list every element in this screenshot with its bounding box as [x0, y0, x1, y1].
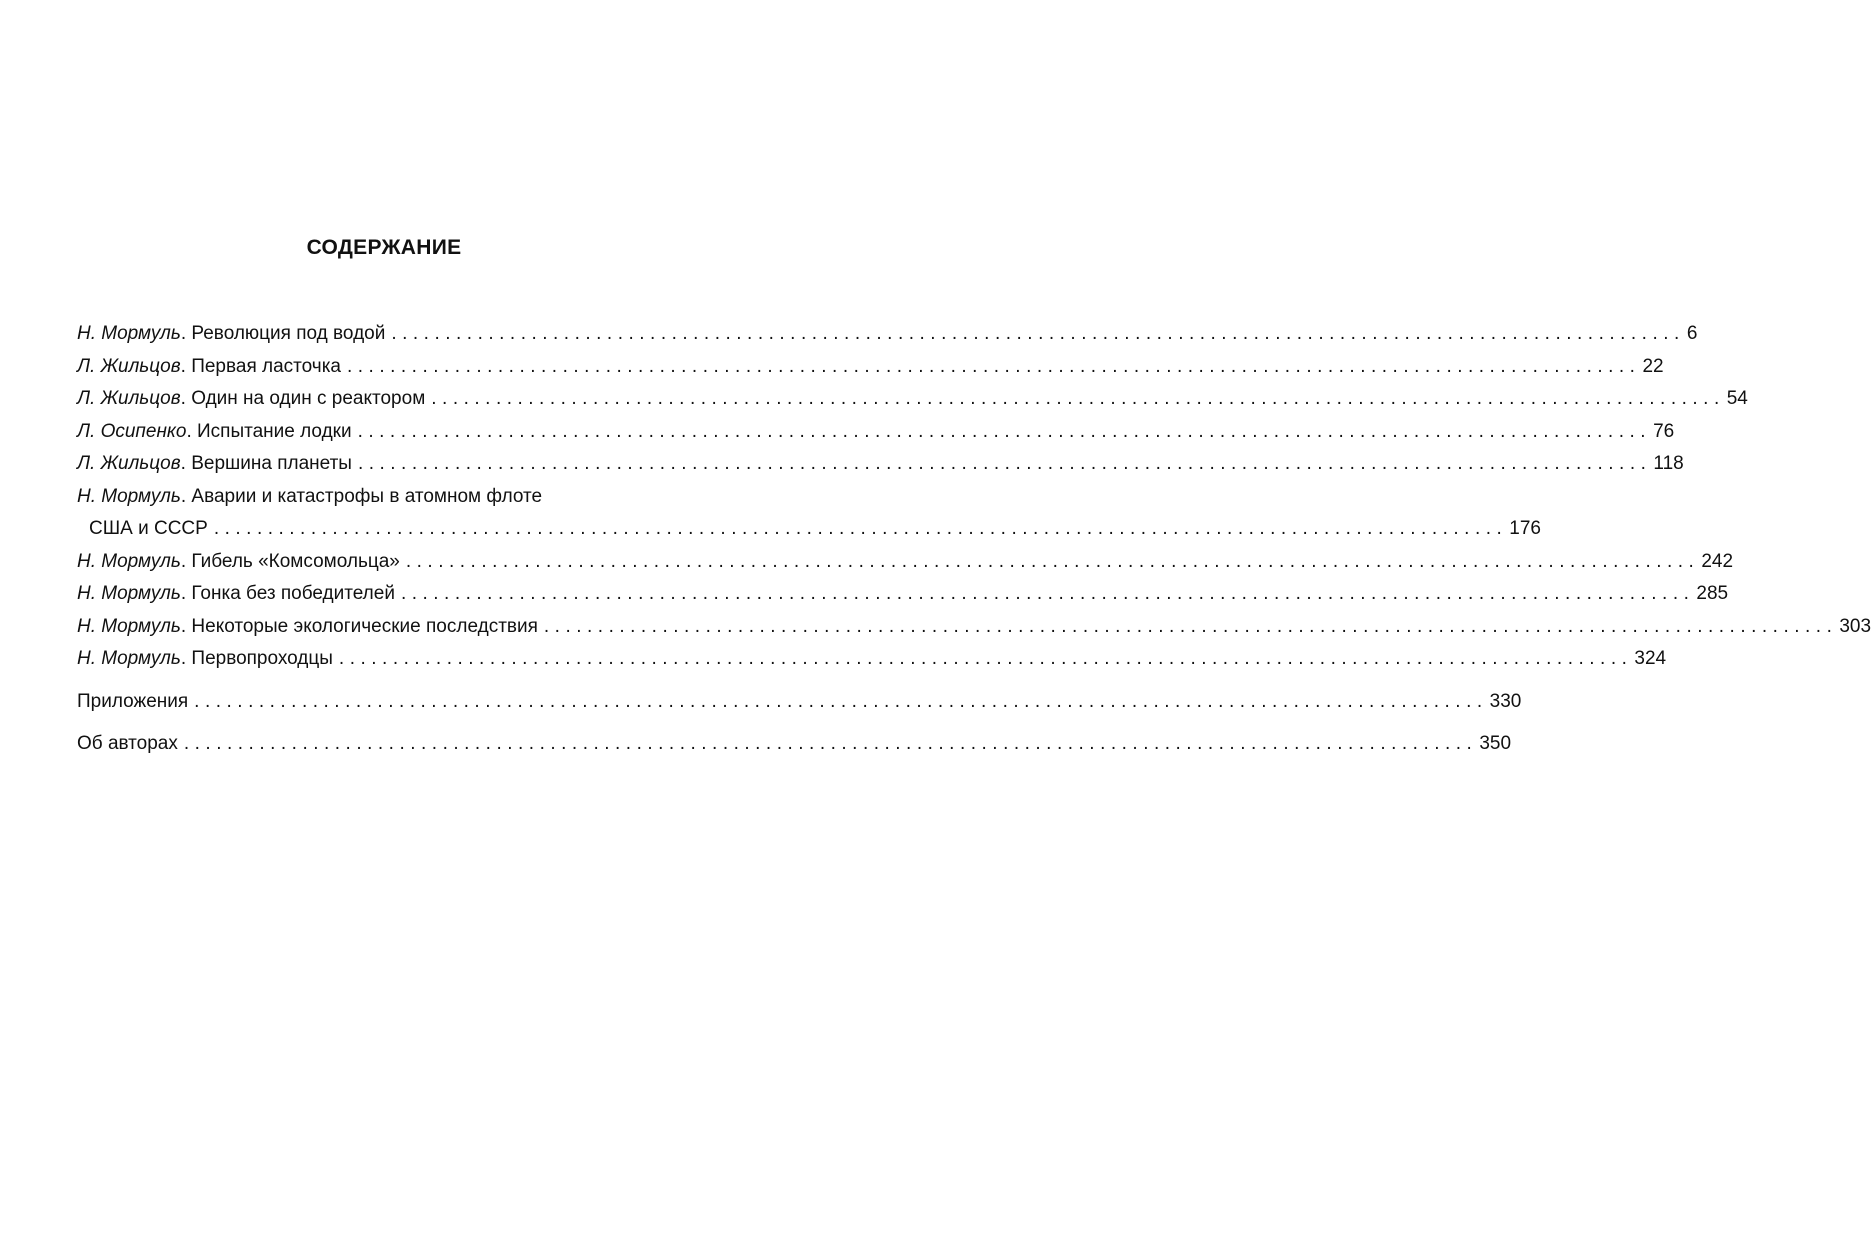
- toc-page-number: 285: [1696, 583, 1729, 604]
- toc-leader-dots: ........................................................................................................................: [431, 388, 1725, 409]
- toc-page-number: 350: [1479, 733, 1512, 754]
- toc-author: Н. Мормуль: [77, 485, 181, 507]
- toc-page-number: 6: [1686, 323, 1698, 344]
- toc-leader-dots: ........................................................................................................................: [213, 518, 1508, 539]
- toc-title: Об авторах: [77, 733, 178, 754]
- toc-entry[interactable]: Н. Мормуль. Гонка без победителей ........................................................................................................................ 285: [77, 578, 667, 611]
- toc-leader-dots: ........................................................................................................................: [405, 550, 1700, 572]
- toc-author: Н. Мормуль: [77, 583, 181, 604]
- toc-leader-dots: ........................................................................................................................: [400, 583, 1695, 604]
- toc-entry[interactable]: Л. Жильцов. Первая ласточка ........................................................................................................................ 22: [77, 351, 667, 384]
- toc-page-number: 324: [1634, 648, 1667, 669]
- toc-leader-dots: ........................................................................................................................: [347, 355, 1641, 377]
- toc-page-number: 22: [1642, 355, 1664, 377]
- toc-author: Л. Осипенко: [77, 420, 187, 442]
- toc-author: Н. Мормуль: [77, 615, 181, 637]
- toc-author: Л. Жильцов: [77, 388, 181, 409]
- toc-title: Один на один с реактором: [191, 388, 426, 409]
- toc-page-number: 118: [1653, 453, 1684, 474]
- table-of-contents: [77, 318, 1871, 761]
- toc-page-number: 303: [1839, 615, 1871, 637]
- toc-title-line1: Аварии и катастрофы в атомном флоте: [191, 485, 543, 507]
- toc-leader-dots: ........................................................................................................................: [391, 323, 1685, 344]
- toc-leader-dots: ........................................................................................................................: [194, 690, 1488, 712]
- toc-entry-appendix[interactable]: [77, 686, 1522, 719]
- toc-entry-about-authors[interactable]: [77, 728, 1512, 761]
- toc-author: Н. Мормуль: [77, 323, 181, 344]
- toc-author: Л. Жильцов: [77, 453, 181, 474]
- toc-entry[interactable]: Л. Жильцов. Один на один с реактором ........................................................................................................................ 54: [77, 383, 667, 416]
- toc-entry-continuation[interactable]: [77, 513, 1541, 546]
- toc-entry[interactable]: Л. Жильцов. Вершина планеты ........................................................................................................................ 118: [77, 448, 667, 481]
- toc-title: Приложения: [77, 690, 189, 712]
- toc-entry[interactable]: Н. Мормуль. Первопроходцы ........................................................................................................................ 324: [77, 643, 667, 676]
- toc-author: Н. Мормуль: [77, 648, 181, 669]
- toc-entry[interactable]: Л. Осипенко. Испытание лодки ........................................................................................................................ 76: [77, 416, 667, 449]
- toc-leader-dots: ........................................................................................................................: [357, 420, 1652, 442]
- toc-title: Революция под водой: [191, 323, 386, 344]
- toc-page-number: 54: [1726, 388, 1748, 409]
- toc-title: Испытание лодки: [197, 420, 352, 442]
- toc-author: Л. Жильцов: [77, 355, 181, 377]
- toc-title: Вершина планеты: [191, 453, 352, 474]
- toc-title: Гонка без победителей: [191, 583, 395, 604]
- toc-page-number: 76: [1653, 420, 1675, 442]
- toc-page-number: 330: [1489, 690, 1522, 712]
- toc-entry[interactable]: Н. Мормуль. Революция под водой ........................................................................................................................ 6: [77, 318, 667, 351]
- toc-entry-multiline[interactable]: Н. Мормуль. Аварии и катастрофы в атомном флоте: [77, 485, 543, 507]
- toc-leader-dots: ........................................................................................................................: [543, 615, 1838, 637]
- toc-title: Гибель «Комсомольца»: [191, 550, 400, 572]
- toc-leader-dots: ........................................................................................................................: [338, 648, 1633, 669]
- toc-page-number: 242: [1701, 550, 1734, 572]
- toc-title-line2: США и СССР: [89, 518, 208, 539]
- toc-entry[interactable]: Н. Мормуль. Гибель «Комсомольца» ........................................................................................................................ 242: [77, 546, 667, 579]
- toc-title: Некоторые экологические последствия: [191, 615, 538, 637]
- toc-page-number: 176: [1509, 518, 1541, 539]
- toc-title: Первая ласточка: [191, 355, 341, 377]
- page-title: СОДЕРЖАНИЕ: [306, 236, 462, 259]
- toc-title: Первопроходцы: [191, 648, 333, 669]
- toc-author: Н. Мормуль: [77, 550, 181, 572]
- toc-leader-dots: ........................................................................................................................: [183, 733, 1478, 754]
- toc-leader-dots: ........................................................................................................................: [357, 453, 1652, 474]
- toc-entry[interactable]: Н. Мормуль. Некоторые экологические последствия ........................................................................................................................ 303: [77, 611, 667, 644]
